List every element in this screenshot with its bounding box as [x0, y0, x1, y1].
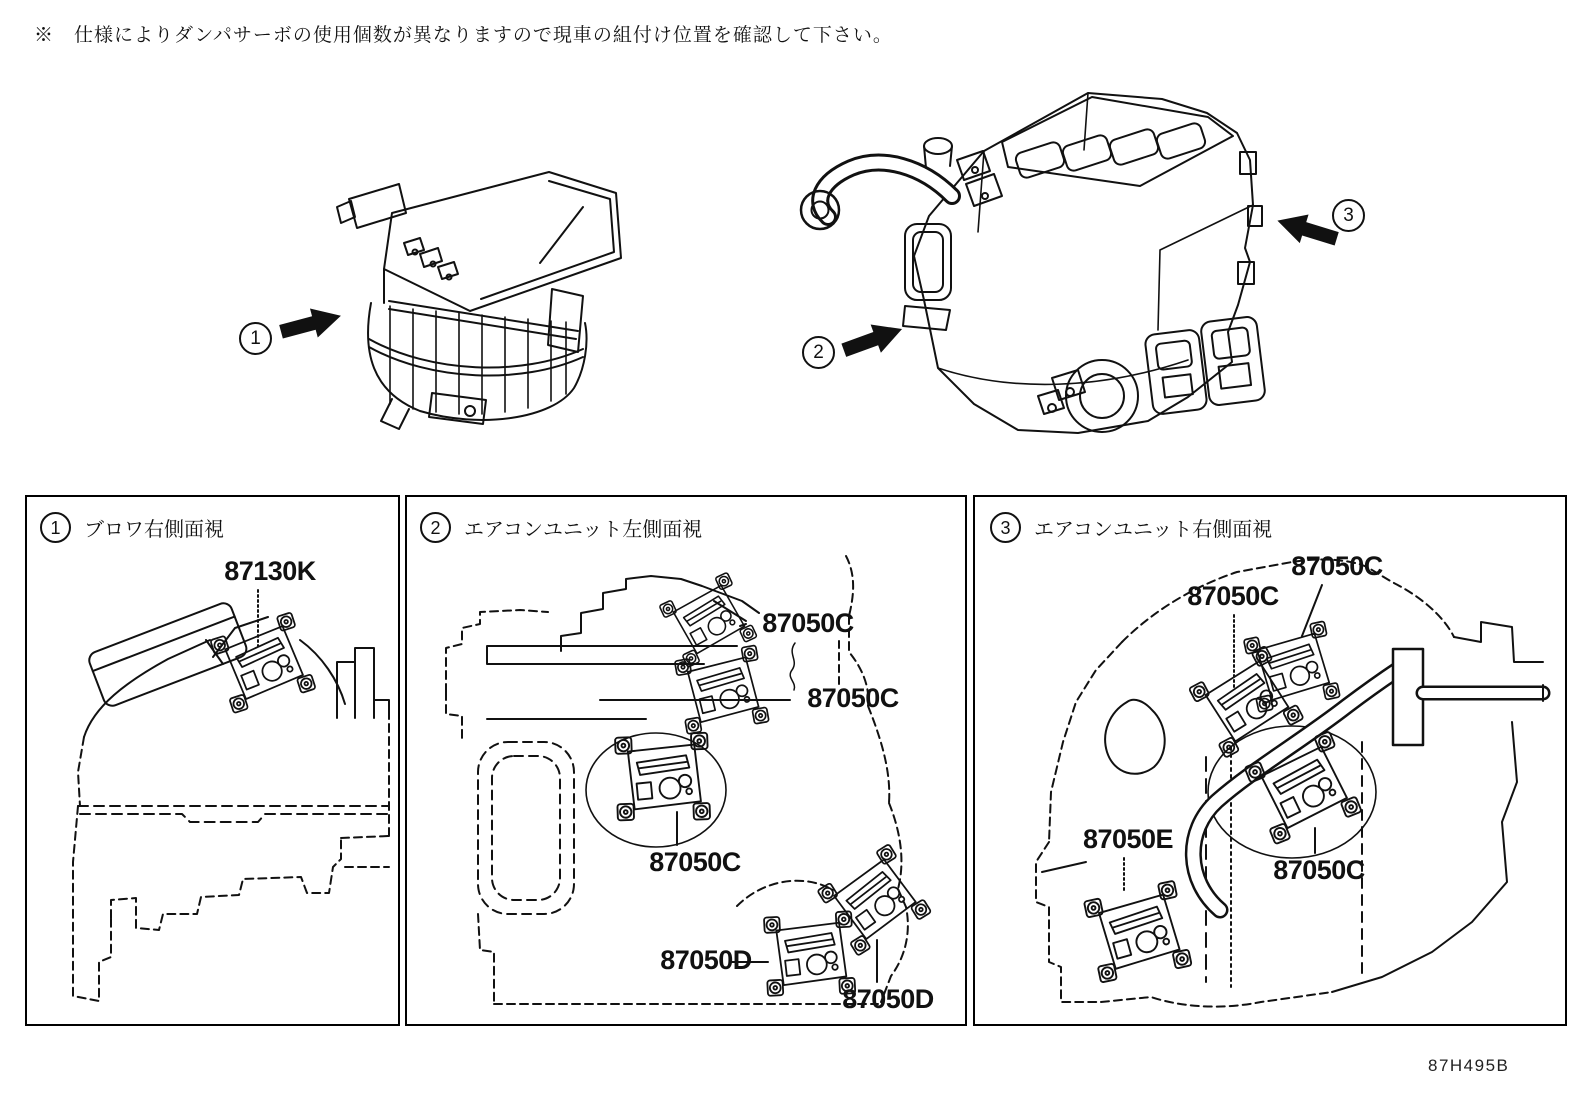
part-label-87050C-b: 87050C [807, 683, 899, 713]
panel-2-header [420, 512, 702, 543]
panel-1-header [40, 512, 224, 543]
part-label-87130K: 87130K [224, 556, 316, 586]
panel-3-header [990, 512, 1272, 543]
arrow-icon-2 [839, 315, 908, 364]
part-label-87050C-d: 87050C [1187, 581, 1279, 611]
figure-code: 87H495B [1428, 1056, 1510, 1075]
arrow-icon-3 [1273, 206, 1341, 253]
part-label-87050C-f: 87050C [1273, 855, 1365, 885]
part-label-87050C-e: 87050C [1291, 551, 1383, 581]
panel-2-title: エアコンユニット左側面視 [464, 519, 703, 541]
panel-3-frame [973, 495, 1567, 1026]
part-label-87050D-a: 87050D [660, 945, 752, 975]
part-label-87050D-b: 87050D [842, 984, 934, 1014]
view-marker-2 [802, 336, 835, 369]
panel-2-number: 2 [420, 512, 451, 543]
panel-3-title: エアコンユニット右側面視 [1034, 519, 1273, 541]
view-marker-1 [239, 322, 272, 355]
panel-3-number: 3 [990, 512, 1021, 543]
note-text: ※ 仕様によりダンパサーボの使用個数が異なりますので現車の組付け位置を確認して下さい。 [34, 25, 893, 46]
blower-assembly-drawing [337, 172, 621, 429]
panel-1-number: 1 [40, 512, 71, 543]
part-label-87050C-c: 87050C [649, 847, 741, 877]
part-label-87050E: 87050E [1082, 824, 1174, 854]
circled-number-3: 3 [1332, 199, 1365, 232]
arrow-icon-1 [277, 301, 345, 346]
view-marker-3 [1332, 199, 1365, 232]
part-label-87050C-a: 87050C [762, 608, 854, 638]
hvac-assembly-drawing [801, 93, 1266, 433]
panel-1-title: ブロワ右側面視 [84, 519, 224, 541]
circled-number-2: 2 [802, 336, 835, 369]
circled-number-1: 1 [239, 322, 272, 355]
